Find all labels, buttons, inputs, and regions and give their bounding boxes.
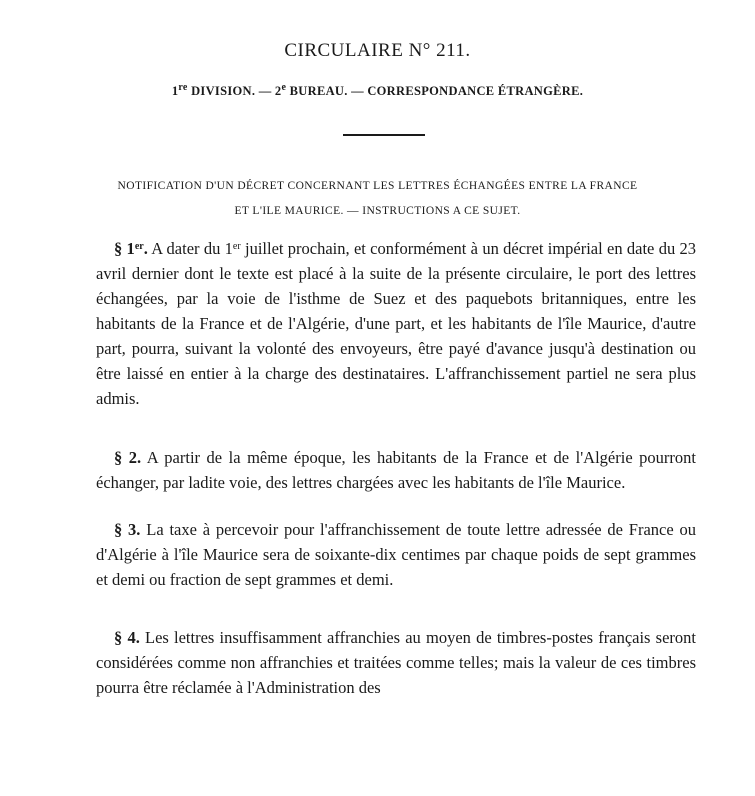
subtitle-part-2: BUREAU. — CORRESPONDANCE ÉTRANGÈRE. xyxy=(286,84,584,98)
circular-title: CIRCULAIRE N° 211. xyxy=(284,40,471,61)
paragraph-text: La taxe à percevoir pour l'affranchissement de toute lettre adressée de France ou d'Algérie à l'île Maurice sera de soixante-dix centimes par chaque poids de sept grammes et demi ou fraction de sept grammes et demi. xyxy=(96,520,696,589)
section-number: § 2. xyxy=(114,448,142,467)
paragraph-section-2 xyxy=(96,445,696,495)
subtitle-ordinal-2: 2 xyxy=(274,84,282,98)
divider-rule xyxy=(343,134,425,136)
section-number: § 1er. xyxy=(114,239,148,258)
notification-heading-line-1: NOTIFICATION D'UN DÉCRET CONCERNANT LES LETTRES ÉCHANGÉES ENTRE LA FRANCE xyxy=(117,180,638,192)
paragraph-text: A partir de la même époque, les habitants de la France et de l'Algérie pourront échanger, par ladite voie, des lettres chargées avec les habitants de l'île Maurice. xyxy=(96,448,696,492)
section-number: § 3. xyxy=(114,520,141,539)
paragraph-text-lead: A dater du 1 xyxy=(147,239,233,258)
subtitle-ordinal-1: 1 xyxy=(171,84,179,98)
date-ordinal-sup: er xyxy=(232,241,241,252)
subtitle-part-1: DIVISION. — xyxy=(187,84,275,98)
paragraph-text: Les lettres insuffisamment affranchies au moyen de timbres-postes français seront considérées comme non affranchies et traitées comme telles; mais la valeur de ces timbres pourra être réclamée à l'Administration des xyxy=(96,628,696,697)
paragraph-section-1 xyxy=(96,236,696,411)
notification-heading-line-2: ET L'ILE MAURICE. — INSTRUCTIONS A CE SUJET. xyxy=(234,205,521,217)
subtitle-sup-2: e xyxy=(281,82,287,93)
subtitle-sup-1: re xyxy=(178,82,188,93)
paragraph-text: juillet prochain, et conformément à un décret impérial en date du 23 avril dernier dont le texte est placé à la suite de la présente circulaire, le port des lettres échangées, par la voie de l'isthme de Suez et des paquebots britanniques, entre les habitants de la France et de l'Algérie, d'une part, et les habitants de l'île Maurice, d'autre part, pourra, suivant la volonté des envoyeurs, être payé d'avance jusqu'à destination ou être laissé en entier à la charge des destinataires. L'affranchissement partiel ne sera plus admis. xyxy=(96,239,696,408)
paragraph-section-3 xyxy=(96,517,696,592)
paragraph-section-4 xyxy=(96,625,696,700)
section-number: § 4. xyxy=(114,628,140,647)
circular-subtitle xyxy=(0,84,755,99)
